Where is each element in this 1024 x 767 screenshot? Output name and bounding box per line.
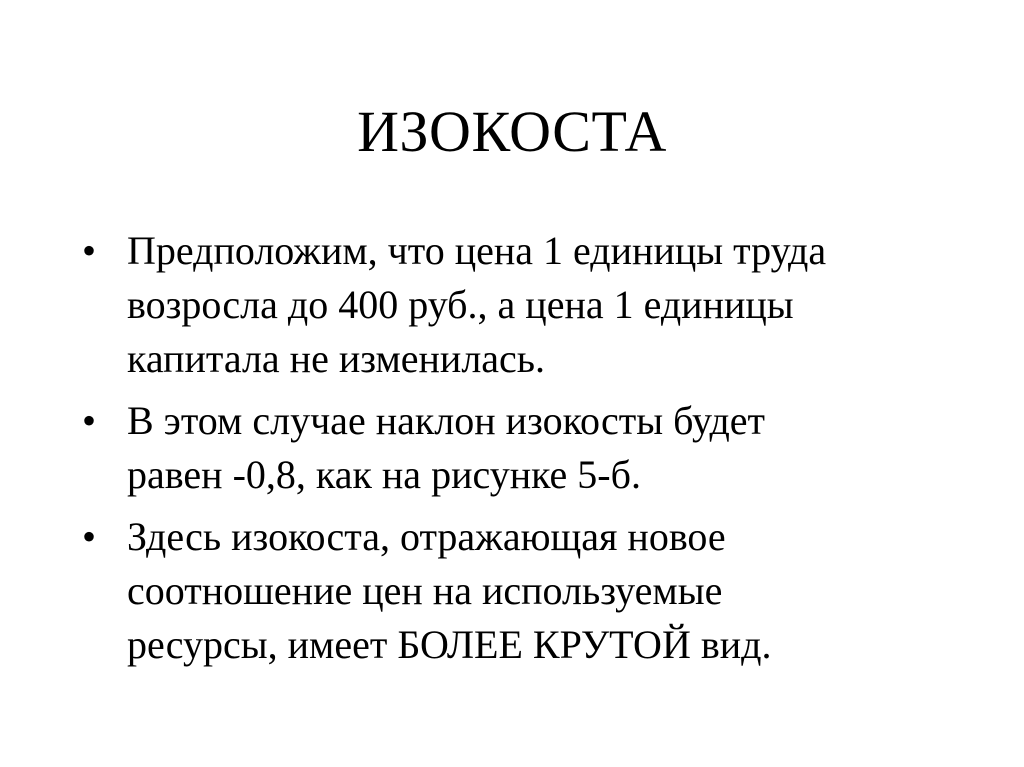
bullet-list <box>82 224 962 680</box>
bullet-line: соотношение цен на используемые <box>127 568 723 613</box>
bullet-line: равен -0,8, как на рисунке 5-б. <box>127 452 641 497</box>
bullet-line: возросла до 400 руб., а цена 1 единицы <box>127 282 794 327</box>
bullet-item <box>82 224 962 386</box>
bullet-text <box>127 394 962 502</box>
bullet-marker: • <box>82 228 97 273</box>
bullet-marker: • <box>82 514 97 559</box>
bullet-item <box>82 394 962 502</box>
bullet-text <box>127 510 962 672</box>
bullet-marker: • <box>82 398 97 443</box>
bullet-item <box>82 510 962 672</box>
bullet-line: Здесь изокоста, отражающая новое <box>127 514 726 559</box>
bullet-line: Предположим, что цена 1 единицы труда <box>127 228 827 273</box>
bullet-text <box>127 224 962 386</box>
slide-title: ИЗОКОСТА <box>357 99 667 164</box>
bullet-line: капитала не изменилась. <box>127 336 546 381</box>
bullet-line: ресурсы, имеет БОЛЕЕ КРУТОЙ вид. <box>127 622 772 667</box>
bullet-line: В этом случае наклон изокосты будет <box>127 398 766 443</box>
